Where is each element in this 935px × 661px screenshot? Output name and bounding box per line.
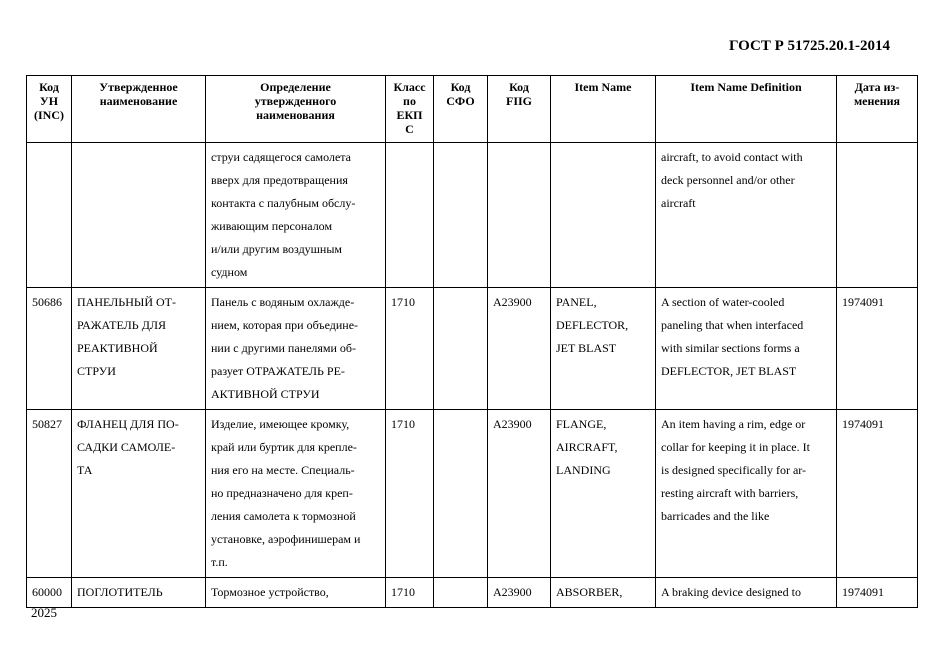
cell-ekps-class	[386, 578, 434, 608]
cell-inc-code	[27, 578, 72, 608]
cell-ekps-class	[386, 143, 434, 288]
cell-name-definition	[206, 410, 386, 578]
header-line: по	[403, 94, 416, 108]
cell-sfo-code	[434, 288, 488, 410]
cell-item-name-definition	[656, 578, 837, 608]
cell-change-date	[837, 143, 918, 288]
cell-change-date	[837, 410, 918, 578]
cell-line: 60000	[32, 585, 62, 599]
header-line: (INC)	[34, 108, 64, 122]
cell-line: A braking device designed to	[661, 585, 801, 599]
cell-line: 1710	[391, 295, 415, 309]
cell-sfo-code	[434, 578, 488, 608]
table-body	[27, 143, 918, 608]
header-line: менения	[853, 94, 901, 108]
header-item-name	[551, 76, 656, 143]
cell-line: ТА	[77, 463, 93, 477]
cell-line: JET BLAST	[556, 341, 617, 355]
header-line: Определение	[260, 80, 331, 94]
cell-line: PANEL,	[556, 295, 597, 309]
cell-line: 1710	[391, 417, 415, 431]
cell-line: ния его на месте. Специаль-	[211, 463, 355, 477]
cell-approved-name	[72, 578, 206, 608]
header-name-definition	[206, 76, 386, 143]
header-line: ЕКП	[396, 108, 423, 122]
cell-line: нии с другими панелями об-	[211, 341, 357, 355]
cell-line: DEFLECTOR, JET BLAST	[661, 364, 797, 378]
cell-line: край или буртик для крепле-	[211, 440, 357, 454]
cell-name-definition	[206, 288, 386, 410]
cell-item-name-definition	[656, 143, 837, 288]
table-header-row	[27, 76, 918, 143]
cell-item-name	[551, 288, 656, 410]
cell-line: САДКИ САМОЛЕ-	[77, 440, 176, 454]
cell-line: СТРУИ	[77, 364, 116, 378]
header-line: Item Name	[574, 80, 632, 94]
cell-inc-code	[27, 288, 72, 410]
document-code: ГОСТ Р 51725.20.1-2014	[728, 38, 890, 54]
cell-line: ABSORBER,	[556, 585, 623, 599]
table-row	[27, 143, 918, 288]
cell-line: is designed specifically for ar-	[661, 463, 807, 477]
cell-line: но предназначено для креп-	[211, 486, 353, 500]
cell-item-name	[551, 410, 656, 578]
table-row	[27, 578, 918, 608]
cell-ekps-class	[386, 288, 434, 410]
header-line: Дата из-	[854, 80, 900, 94]
cell-line: нием, которая при объедине-	[211, 318, 359, 332]
cell-line: судном	[211, 265, 248, 279]
header-line: Код	[39, 80, 59, 94]
cell-approved-name	[72, 410, 206, 578]
cell-name-definition	[206, 578, 386, 608]
header-line: утвержденного	[254, 94, 337, 108]
cell-line: 1974091	[842, 417, 884, 431]
cell-fiig-code	[488, 578, 551, 608]
cell-line: Изделие, имеющее кромку,	[211, 417, 350, 431]
header-line: Класс	[393, 80, 426, 94]
cell-change-date	[837, 578, 918, 608]
cell-line: вверх для предотвращения	[211, 173, 348, 187]
cell-line: aircraft	[661, 196, 696, 210]
cell-line: разует ОТРАЖАТЕЛЬ РЕ-	[211, 364, 345, 378]
header-line: Утвержденное	[99, 80, 178, 94]
cell-line: контакта с палубным обслу-	[211, 196, 356, 210]
cell-line: with similar sections forms a	[661, 341, 800, 355]
header-item-name-definition	[656, 76, 837, 143]
page-number: 2025	[31, 605, 57, 620]
header-line: наименование	[99, 94, 178, 108]
cell-line: DEFLECTOR,	[556, 318, 629, 332]
cell-line: РАЖАТЕЛЬ ДЛЯ	[77, 318, 167, 332]
cell-line: ФЛАНЕЦ ДЛЯ ПО-	[77, 417, 179, 431]
header-ekps-class	[386, 76, 434, 143]
cell-line: и/или другим воздушным	[211, 242, 343, 256]
cell-line: ПАНЕЛЬНЫЙ ОТ-	[77, 295, 176, 309]
cell-line: An item having a rim, edge or	[661, 417, 806, 431]
table-row	[27, 410, 918, 578]
cell-line: collar for keeping it in place. It	[661, 440, 810, 454]
cell-line: A section of water-cooled	[661, 295, 785, 309]
cell-line: barricades and the like	[661, 509, 770, 523]
cell-line: Панель с водяным охлажде-	[211, 295, 355, 309]
cell-line: живающим персоналом	[211, 219, 333, 233]
header-fiig-code	[488, 76, 551, 143]
cell-line: 1974091	[842, 295, 884, 309]
header-change-date	[837, 76, 918, 143]
catalog-table	[26, 75, 918, 608]
cell-line: A23900	[493, 295, 532, 309]
cell-line: 1710	[391, 585, 415, 599]
cell-inc-code	[27, 410, 72, 578]
cell-fiig-code	[488, 410, 551, 578]
cell-line: ления самолета к тормозной	[211, 509, 356, 523]
cell-fiig-code	[488, 143, 551, 288]
cell-line: т.п.	[211, 555, 228, 569]
header-sfo-code	[434, 76, 488, 143]
cell-line: A23900	[493, 585, 532, 599]
cell-name-definition	[206, 143, 386, 288]
header-line: Item Name Definition	[690, 80, 802, 94]
cell-line: РЕАКТИВНОЙ	[77, 341, 158, 355]
header-inc-code	[27, 76, 72, 143]
cell-line: paneling that when interfaced	[661, 318, 804, 332]
header-approved-name	[72, 76, 206, 143]
cell-line: LANDING	[556, 463, 611, 477]
cell-line: FLANGE,	[556, 417, 607, 431]
cell-sfo-code	[434, 410, 488, 578]
header-line: СФО	[446, 94, 475, 108]
cell-approved-name	[72, 288, 206, 410]
header-line: наименования	[256, 108, 335, 122]
cell-ekps-class	[386, 410, 434, 578]
cell-line: Тормозное устройство,	[211, 585, 329, 599]
cell-line: deck personnel and/or other	[661, 173, 795, 187]
cell-line: 50686	[32, 295, 62, 309]
cell-change-date	[837, 288, 918, 410]
cell-line: A23900	[493, 417, 532, 431]
header-line: Код	[509, 80, 529, 94]
header-line: С	[405, 122, 414, 136]
table-row	[27, 288, 918, 410]
cell-line: установке, аэрофинишерам и	[211, 532, 361, 546]
cell-line: aircraft, to avoid contact with	[661, 150, 803, 164]
cell-item-name	[551, 143, 656, 288]
cell-line: AIRCRAFT,	[556, 440, 618, 454]
cell-line: 50827	[32, 417, 62, 431]
cell-line: 1974091	[842, 585, 884, 599]
cell-item-name-definition	[656, 288, 837, 410]
header-line: Код	[450, 80, 471, 94]
cell-approved-name	[72, 143, 206, 288]
cell-item-name	[551, 578, 656, 608]
cell-fiig-code	[488, 288, 551, 410]
cell-line: АКТИВНОЙ СТРУИ	[211, 387, 320, 401]
cell-line: струи садящегося самолета	[211, 150, 352, 164]
cell-sfo-code	[434, 143, 488, 288]
header-line: УН	[39, 94, 59, 108]
cell-line: resting aircraft with barriers,	[661, 486, 799, 500]
cell-inc-code	[27, 143, 72, 288]
cell-item-name-definition	[656, 410, 837, 578]
cell-line: ПОГЛОТИТЕЛЬ	[77, 585, 163, 599]
header-line: FIIG	[505, 94, 532, 108]
